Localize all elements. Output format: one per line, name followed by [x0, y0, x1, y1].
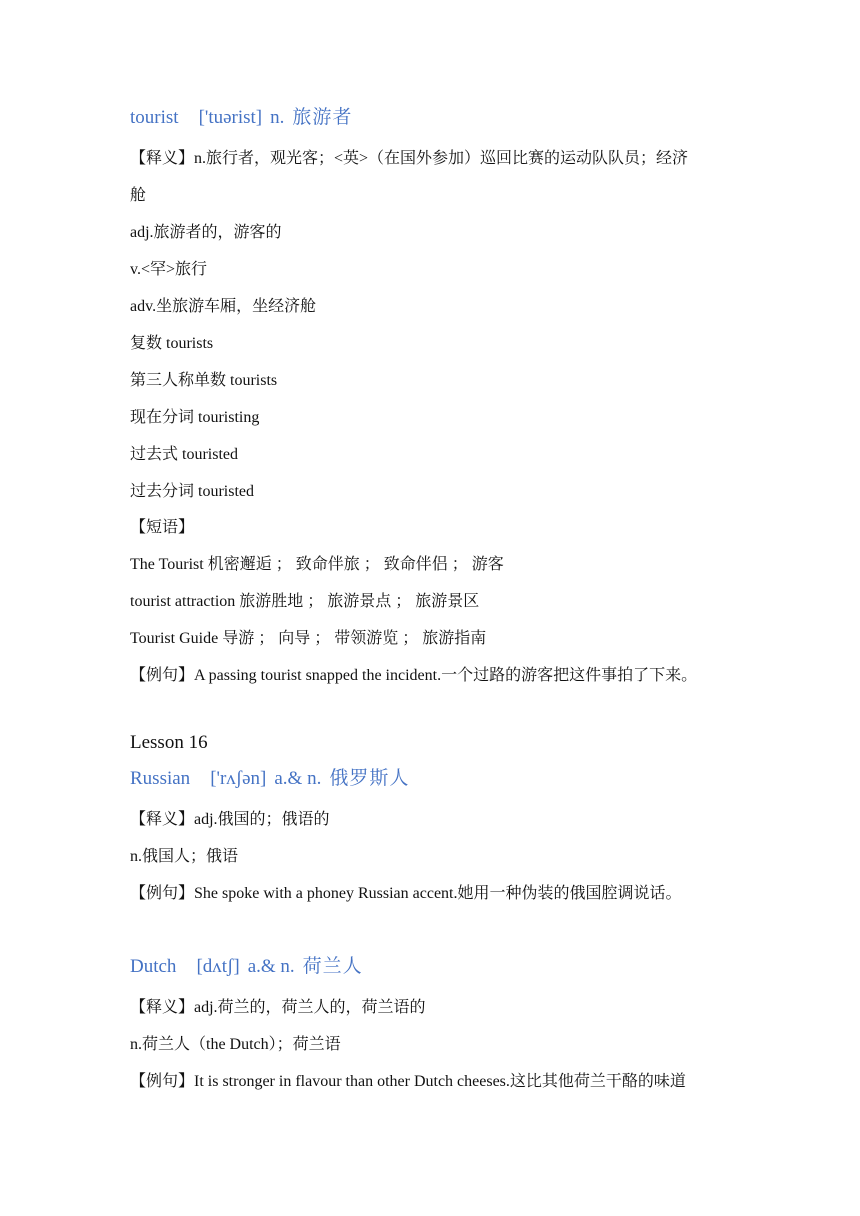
entry-line: 过去分词 touristed — [130, 483, 254, 500]
entry-word: Russian — [130, 768, 191, 789]
entry-heading-dutch — [130, 955, 363, 979]
entry-line: adj.旅游者的，游客的 — [130, 224, 282, 241]
entry-line: 【释义】n.旅行者，观光客；<英>（在国外参加）巡回比赛的运动队队员；经济 — [130, 150, 689, 167]
entry-heading-tourist — [130, 106, 352, 130]
entry-line: The Tourist 机密邂逅 ； 致命伴旅 ； 致命伴侣 ； 游客 — [130, 556, 504, 573]
entry-line: adv.坐旅游车厢，坐经济舱 — [130, 298, 317, 315]
entry-word: tourist — [130, 107, 179, 128]
entry-line: v.<罕>旅行 — [130, 261, 208, 278]
entry-meaning-cn: 俄罗斯人 — [329, 768, 410, 789]
entry-word: Dutch — [130, 956, 177, 977]
entry-line: 复数 tourists — [130, 335, 214, 352]
entry-line: 【短语】 — [130, 519, 195, 536]
entry-line: 过去式 touristed — [130, 446, 238, 463]
entry-pos: a.& n. — [247, 956, 295, 977]
entry-line: 【释义】adj.荷兰的，荷兰人的，荷兰语的 — [130, 999, 426, 1016]
entry-line: 现在分词 touristing — [130, 409, 260, 426]
entry-line: tourist attraction 旅游胜地 ； 旅游景点 ； 旅游景区 — [130, 593, 480, 610]
entry-meaning-cn: 旅游者 — [292, 107, 353, 128]
entry-line: 【释义】adj.俄国的；俄语的 — [130, 811, 330, 828]
entry-example: 【例句】A passing tourist snapped the incident.一个过路的游客把这件事拍了下来。 — [130, 667, 698, 684]
entry-line: Tourist Guide 导游 ； 向导 ； 带领游览 ； 旅游指南 — [130, 630, 487, 647]
entry-meaning-cn: 荷兰人 — [302, 956, 363, 977]
entry-line: 第三人称单数 tourists — [130, 372, 278, 389]
entry-example: 【例句】She spoke with a phoney Russian accent.她用一种伪装的俄国腔调说话。 — [130, 885, 682, 902]
entry-phonetic: [dʌtʃ] — [196, 956, 240, 977]
entry-phonetic: ['rʌʃən] — [210, 768, 267, 789]
entry-heading-russian — [130, 767, 409, 791]
entry-pos: n. — [270, 107, 285, 128]
entry-line: n.俄国人；俄语 — [130, 848, 239, 865]
entry-pos: a.& n. — [274, 768, 322, 789]
entry-line: n.荷兰人（the Dutch）；荷兰语 — [130, 1036, 341, 1053]
entry-phonetic: ['tuərist] — [198, 107, 263, 128]
entry-line: 舱 — [130, 187, 147, 204]
lesson-heading: Lesson 16 — [130, 732, 208, 753]
entry-example: 【例句】It is stronger in flavour than other Dutch cheeses.这比其他荷兰干酪的味道 — [130, 1073, 686, 1090]
